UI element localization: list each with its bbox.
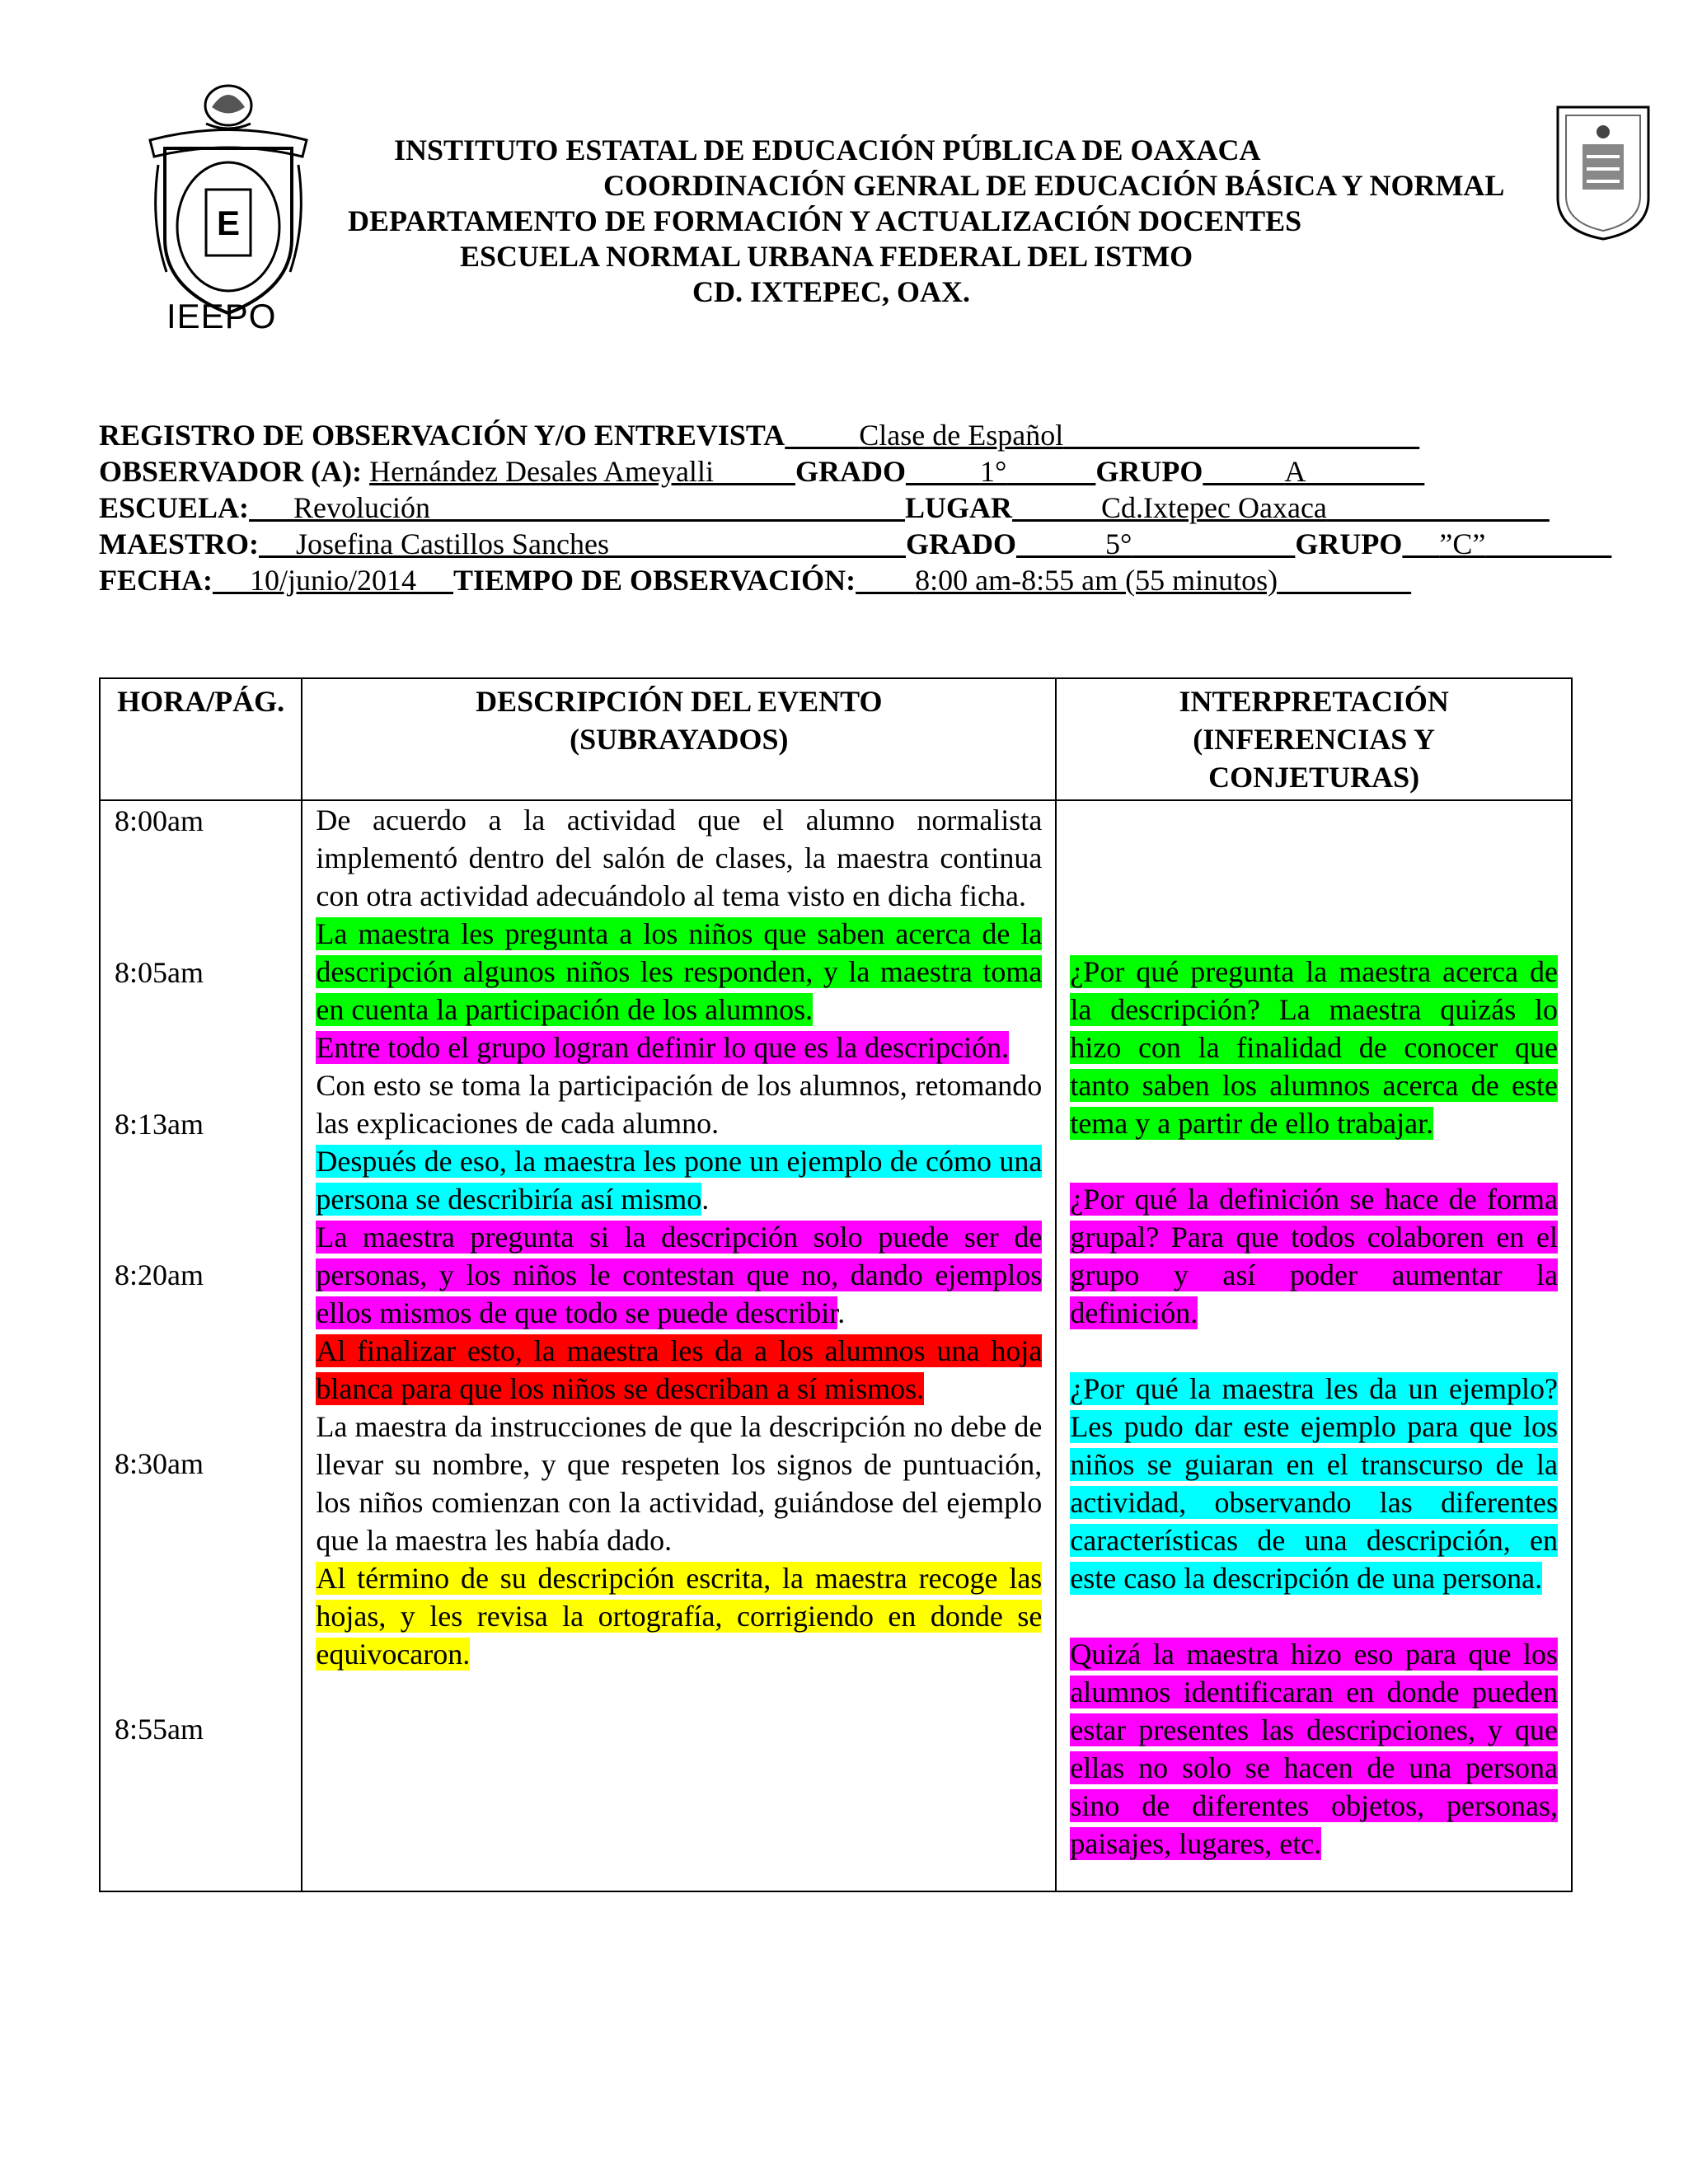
ieepo-logo: [142, 74, 315, 338]
time-entry: 8:05am: [115, 956, 204, 989]
grupo-label-1: GRUPO: [1095, 455, 1203, 488]
school-row: [99, 490, 1533, 526]
grado-label-1: GRADO: [795, 455, 906, 488]
description-entry: La maestra les pregunta a los niños que saben acerca de la descripción algunos niños les responden, y la maestra toma en cuenta la participación de los alumnos.: [316, 917, 1043, 1026]
fecha-label: FECHA:: [99, 564, 213, 597]
description-entry: Con esto se toma la participación de los alumnos, retomando las explicaciones de cada alumno.: [316, 1069, 1043, 1140]
time-column: [100, 800, 302, 1891]
school-shield-logo: [1554, 99, 1653, 243]
time-entry: 8:20am: [115, 1258, 204, 1291]
fecha-value: 10/junio/2014: [250, 564, 417, 597]
header-line-4: ESCUELA NORMAL URBANA FEDERAL DEL ISTMO: [460, 240, 1193, 273]
register-title-value: Clase de Español: [859, 419, 1064, 452]
interpretation-entry: Quizá la maestra hizo eso para que los alumnos identificaran en donde pueden estar presentes las descripciones, y que ellas no solo se hacen de una persona sino de diferentes objetos, personas, paisajes, lugares, etc.: [1070, 1638, 1558, 1860]
grupo-value-2: ”C”: [1439, 527, 1486, 560]
header-line-3: DEPARTAMENTO DE FORMACIÓN Y ACTUALIZACIÓN DOCENTES: [348, 204, 1302, 237]
header-hora: HORA/PÁG.: [100, 678, 302, 800]
interpretation-column: [1056, 800, 1572, 1891]
time-entry: 8:00am: [115, 804, 204, 837]
teacher-row: [99, 526, 1533, 562]
grado-value-2: 5°: [1104, 527, 1132, 560]
tiempo-label: TIEMPO DE OBSERVACIÓN:: [453, 564, 856, 597]
escuela-value: Revolución: [293, 491, 431, 524]
svg-text:E: E: [216, 204, 241, 242]
header-descripcion: DESCRIPCIÓN DEL EVENTO (SUBRAYADOS): [302, 678, 1056, 800]
header-interpretacion: INTERPRETACIÓN (INFERENCIAS Y CONJETURAS): [1056, 678, 1572, 800]
header-line-1: INSTITUTO ESTATAL DE EDUCACIÓN PÚBLICA DE OAXACA: [394, 134, 1261, 166]
date-row: [99, 562, 1533, 598]
escuela-label: ESCUELA:: [99, 491, 250, 524]
description-entry: La maestra da instrucciones de que la descripción no debe de llevar su nombre, y que respeten los signos de puntuación, los niños comienzan con la actividad, guiándose del ejemplo que la maestra les había dado.: [316, 1410, 1043, 1557]
header-line-5: CD. IXTEPEC, OAX.: [692, 275, 971, 308]
description-entry: De acuerdo a la actividad que el alumno normalista implementó dentro del salón de clases, la maestra continua con otra actividad adecuándolo al tema visto en dicha ficha.: [316, 804, 1043, 912]
grado-label-2: GRADO: [905, 527, 1016, 560]
header-line-2: COORDINACIÓN GENRAL DE EDUCACIÓN BÁSICA Y NORMAL: [603, 169, 1505, 202]
description-entry: Al término de su descripción escrita, la maestra recoge las hojas, y les revisa la ortografía, corrigiendo en donde se equivocaron.: [316, 1562, 1043, 1671]
tiempo-value: 8:00 am-8:55 am (55 minutos): [915, 564, 1278, 597]
lugar-value: Cd.Ixtepec Oaxaca: [1101, 491, 1327, 524]
grupo-value-1: A: [1284, 455, 1306, 488]
description-entry: Entre todo el grupo logran definir lo que es la descripción.: [316, 1031, 1010, 1064]
description-entry: Después de eso, la maestra les pone un ejemplo de cómo una persona se describiría así mismo.: [316, 1145, 1043, 1216]
description-entry: Al finalizar esto, la maestra les da a los alumnos una hoja blanca para que los niños se describan a sí mismos.: [316, 1334, 1043, 1405]
observer-row: [99, 453, 1533, 490]
observer-label: OBSERVADOR (A):: [99, 455, 363, 488]
register-title-label: REGISTRO DE OBSERVACIÓN Y/O ENTREVISTA: [99, 419, 785, 452]
register-title-row: [99, 417, 1533, 453]
observation-table: [99, 677, 1573, 1892]
grupo-label-2: GRUPO: [1295, 527, 1403, 560]
maestro-label: MAESTRO:: [99, 527, 260, 560]
interpretation-entry: ¿Por qué la definición se hace de forma grupal? Para que todos colaboren en el grupo y así poder aumentar la definición.: [1070, 1183, 1558, 1329]
time-entry: 8:55am: [115, 1713, 204, 1746]
logo-label: IEEPO: [166, 297, 277, 335]
observer-value: Hernández Desales Ameyalli: [369, 455, 714, 488]
time-entry: 8:30am: [115, 1447, 204, 1480]
lugar-label: LUGAR: [905, 491, 1013, 524]
table-body-row: [100, 800, 1572, 1891]
table-header-row: [100, 678, 1572, 800]
description-entry: La maestra pregunta si la descripción solo puede ser de personas, y los niños le contestan que no, dando ejemplos ellos mismos de que todo se puede describir.: [316, 1221, 1043, 1329]
time-entry: 8:13am: [115, 1108, 204, 1141]
grado-value-1: 1°: [979, 455, 1007, 488]
interpretation-entry: ¿Por qué pregunta la maestra acerca de la descripción? La maestra quizás lo hizo con la finalidad de conocer que tanto saben los alumnos acerca de este tema y a partir de ello trabajar.: [1070, 955, 1558, 1140]
school-shield-icon: [1554, 99, 1653, 243]
maestro-value: Josefina Castillos Sanches: [296, 527, 609, 560]
interpretation-entry: ¿Por qué la maestra les da un ejemplo? Les pudo dar este ejemplo para que los niños se guiaran en el transcurso de la actividad, observando las diferentes características de una descripción, en este caso la descripción de una persona.: [1070, 1372, 1558, 1595]
description-column: [302, 800, 1056, 1891]
